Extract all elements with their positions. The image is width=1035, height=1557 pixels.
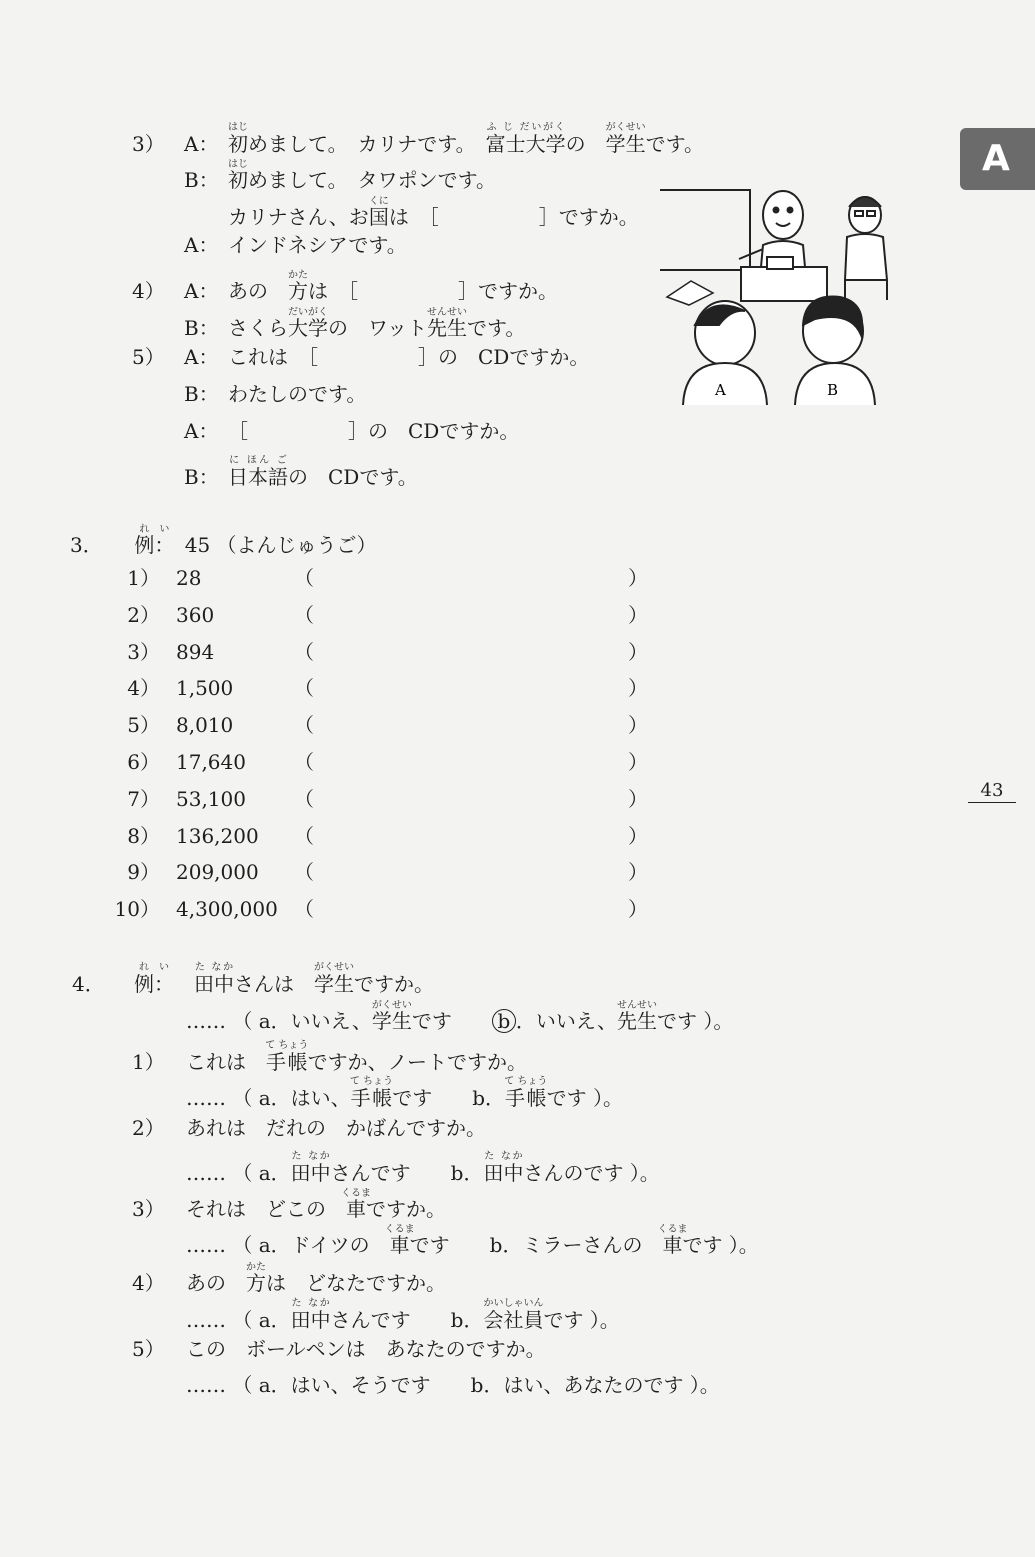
item-number: 2） (132, 1116, 165, 1140)
number-value: 17,640 (176, 750, 246, 774)
answer-blank-close: ） (628, 676, 648, 701)
answer-blank: （ (294, 713, 314, 738)
whiteboard (660, 190, 750, 270)
answer-blank: （ (294, 602, 314, 627)
answer-blank-close: ） (628, 602, 648, 627)
number-item (110, 675, 314, 701)
dialogue-text: 初はじめまして。 タワポンです。 (228, 159, 496, 192)
example-label: 例： (134, 533, 175, 557)
speaker: A： (184, 233, 219, 257)
answer-blank-close: ） (628, 860, 648, 885)
item-number: 7） (127, 786, 160, 811)
item-number: 1） (132, 1050, 165, 1074)
answer-choices: …… （ a．田中た なかさんです b．田中た なかさんのです ）。 (186, 1151, 660, 1185)
classroom-illustration (655, 185, 910, 405)
answer-choices: …… （ a．ドイツの 車くるまです b．ミラーさんの 車くるまです ）。 (186, 1224, 759, 1257)
dialogue-line (132, 232, 407, 258)
answer-blank-close: ） (628, 823, 648, 848)
number-value: 53,100 (176, 786, 246, 811)
number-item (110, 602, 314, 628)
question-line: 5） この ボールペンは あなたのですか。 (132, 1337, 546, 1361)
answer-choices: …… （ a．田中た なかさんです b．会社員かいしゃいんです ）。 (186, 1298, 620, 1332)
dialogue-text: 日本語に ほん ごの CDです。 (228, 455, 418, 489)
dialogue-line (132, 270, 558, 304)
number-item (110, 639, 314, 665)
number-item (110, 565, 314, 591)
section-3-number: 3． (70, 533, 103, 557)
number-value: 136,200 (176, 823, 259, 848)
speaker: A： (184, 279, 219, 303)
page-number: 43 (968, 780, 1016, 803)
question-line: 2） あれは だれの かばんですか。 (132, 1116, 486, 1140)
answer-blank-close: ） (628, 750, 648, 774)
desk (741, 257, 827, 301)
dialogue-text: わたしのです。 (228, 382, 367, 406)
selected-option: b (492, 1009, 516, 1033)
question-line: 1） これは 手帳て ちょうですか、ノートですか。 (132, 1040, 527, 1074)
answer-choices: …… （ a．はい、手帳て ちょうです b．手帳て ちょうです ）。 (186, 1076, 623, 1110)
number-item (110, 712, 314, 738)
answer-blank: （ (294, 750, 314, 774)
item-number: 8） (127, 823, 160, 848)
number-item (110, 896, 314, 922)
speaker: A： (184, 345, 219, 369)
dialogue-line (132, 196, 639, 230)
answer-blank: （ (294, 860, 314, 885)
dialogue-text: これは ［ ］の CDですか。 (228, 345, 590, 369)
item-number: 5） (127, 713, 160, 738)
speaker: A： (184, 419, 219, 443)
answer-blank-close: ） (628, 566, 648, 590)
dialogue-line (132, 122, 704, 157)
answer-blank: （ (294, 639, 314, 664)
dialogue-line (132, 381, 366, 407)
answer-blank: （ (294, 897, 314, 922)
item-number: 4） (127, 676, 160, 701)
item-number: 3） (132, 132, 165, 156)
label-a: A (715, 381, 726, 399)
number-value: 360 (176, 602, 215, 627)
answer-blank: （ (294, 823, 314, 848)
item-number: 5） (132, 345, 165, 369)
number-value: 28 (176, 566, 202, 590)
dialogue-text: カリナさん、お国くには ［ ］ですか。 (228, 196, 639, 229)
number-item (110, 859, 314, 885)
example-value: 45 (184, 533, 211, 557)
number-item (110, 823, 314, 849)
laptop (667, 281, 713, 305)
dialogue-text: さくら大学だいがくの ワット先生せんせいです。 (228, 307, 526, 340)
dialogue-line (132, 344, 589, 370)
number-item (110, 749, 314, 775)
number-value: 894 (176, 639, 215, 664)
item-number: 1） (127, 566, 160, 590)
number-item (110, 786, 314, 812)
section-tab: A (960, 128, 1035, 190)
seated-figure (845, 197, 887, 300)
answer-blank-close: ） (628, 713, 648, 738)
item-number: 5） (132, 1337, 165, 1361)
answer-blank-close: ） (628, 639, 648, 664)
answer-blank: （ (294, 566, 314, 590)
speaker: A： (184, 132, 219, 156)
item-number: 9） (127, 860, 160, 885)
question-line: 4） あの 方かたは どなたですか。 (132, 1262, 446, 1295)
dialogue-line (132, 455, 418, 490)
item-number: 3） (132, 1197, 165, 1221)
speaker: B： (184, 465, 219, 489)
item-number: 3） (127, 639, 160, 664)
presenter-figure (739, 191, 805, 267)
item-number: 6） (127, 750, 160, 774)
item-number: 4） (132, 1271, 165, 1295)
item-number: 2） (127, 602, 160, 627)
dialogue-text: あの 方かたは ［ ］ですか。 (228, 270, 558, 303)
speaker: B： (184, 316, 219, 340)
number-value: 209,000 (176, 860, 259, 885)
number-value: 4,300,000 (176, 897, 278, 922)
example-question: 4． 例：れい 田中た なかさんは 学生がくせいですか。 (72, 962, 434, 996)
question-line: 3） それは どこの 車くるまですか。 (132, 1188, 446, 1221)
item-number: 4） (132, 279, 165, 303)
answer-blank: （ (294, 676, 314, 701)
answer-choices: …… （ a．はい、そうです b．はい、あなたのです ）。 (186, 1373, 720, 1397)
answer-blank: （ (294, 786, 314, 811)
section-4-number: 4． (72, 972, 105, 996)
dialogue-line (132, 307, 525, 341)
number-value: 8,010 (176, 713, 234, 738)
example-answer: …… （ a．いいえ、学生がくせいです b ．いいえ、先生せんせいです ）。 (186, 1000, 734, 1033)
example-answer: よんじゅうご (236, 533, 357, 557)
number-value: 1,500 (176, 676, 234, 701)
dialogue-line (132, 159, 496, 193)
dialogue-text: インドネシアです。 (228, 233, 407, 257)
dialogue-text: ［ ］の CDですか。 (228, 419, 520, 443)
label-b: B (827, 381, 839, 399)
dialogue-text: 初はじめまして。 カリナです。 富士大学ふ じ だいがくの 学生がくせいです。 (228, 122, 705, 156)
speaker: B： (184, 382, 219, 406)
speaker: B： (184, 168, 219, 192)
answer-blank-close: ） (628, 897, 648, 922)
answer-blank-close: ） (628, 786, 648, 811)
dialogue-line (132, 418, 519, 444)
item-number: 10） (114, 897, 160, 922)
section-3-example: 3． 例：れい 45 （よんじゅうご） (70, 524, 377, 557)
